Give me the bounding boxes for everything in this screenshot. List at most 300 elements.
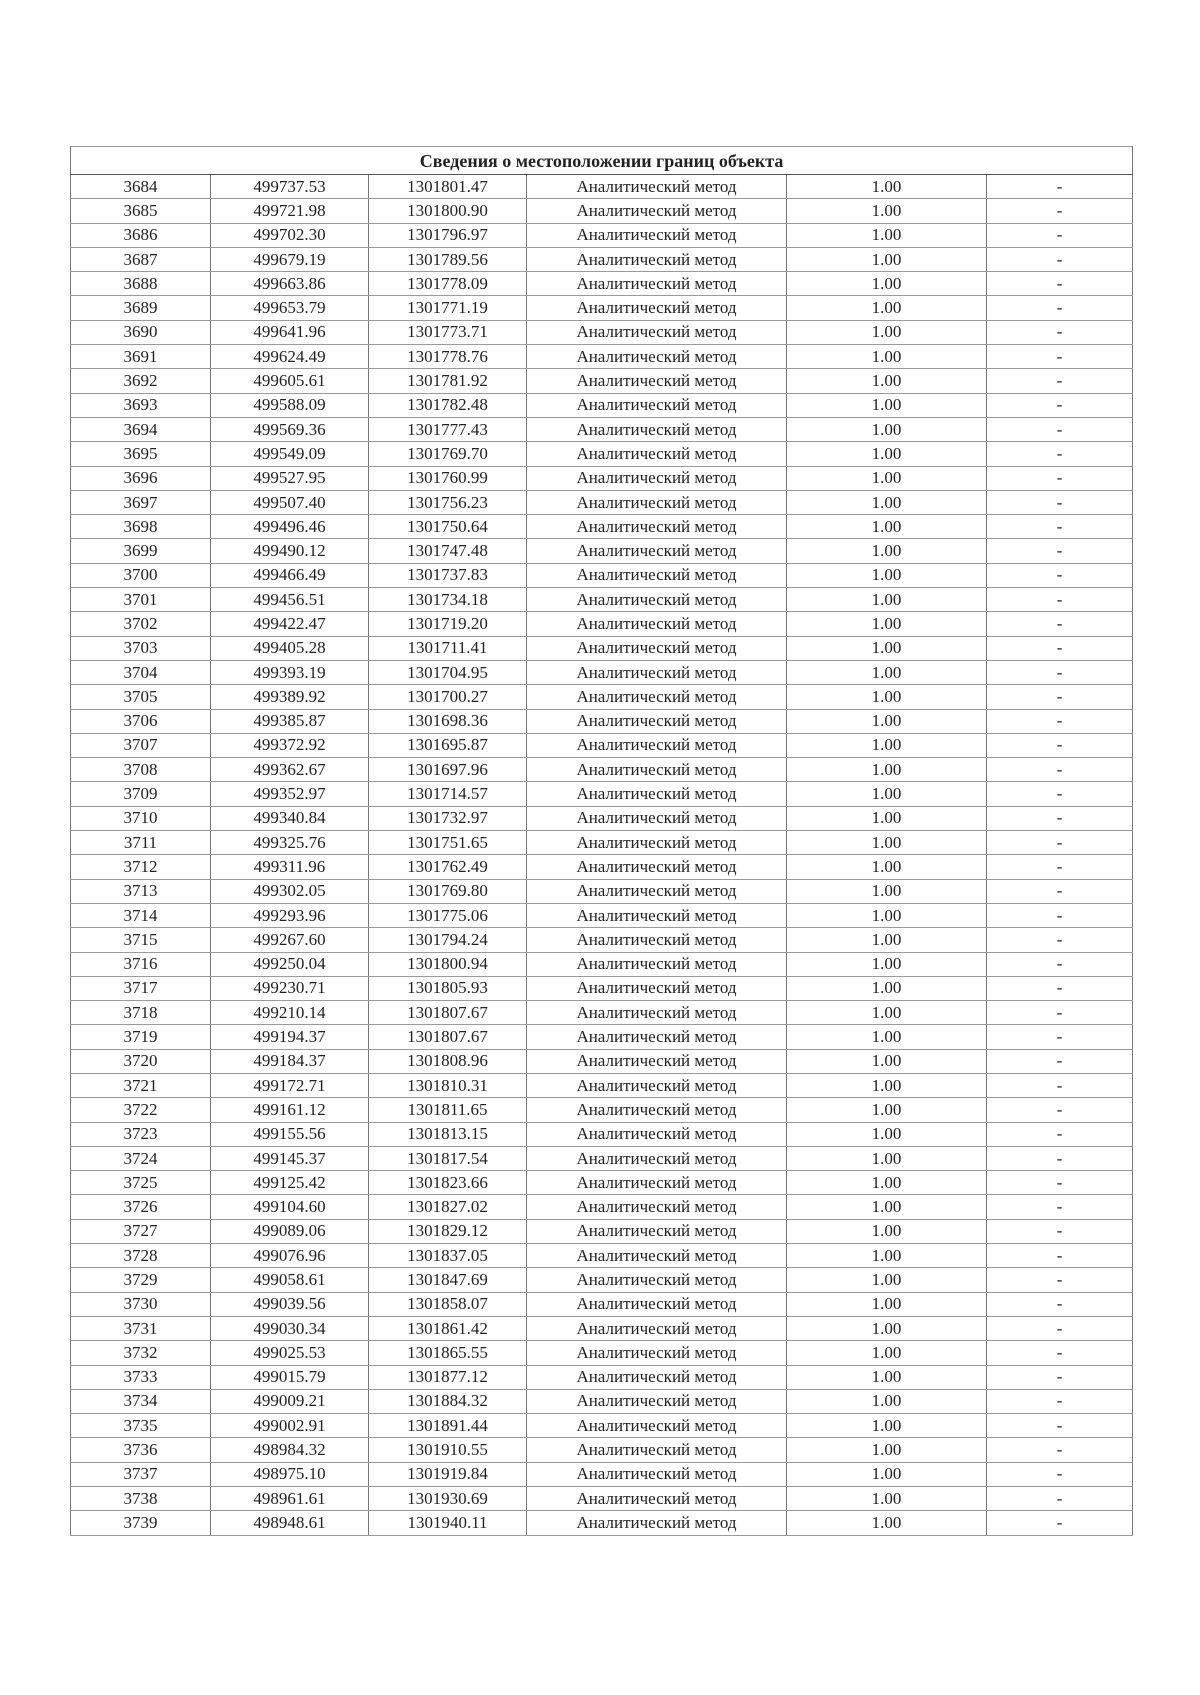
accuracy-cell: 1.00: [787, 1365, 987, 1389]
description-cell: -: [987, 1511, 1133, 1535]
x-coordinate-cell: 499145.37: [211, 1146, 369, 1170]
description-cell: -: [987, 733, 1133, 757]
y-coordinate-cell: 1301837.05: [369, 1244, 527, 1268]
y-coordinate-cell: 1301789.56: [369, 247, 527, 271]
description-cell: -: [987, 466, 1133, 490]
x-coordinate-cell: 499104.60: [211, 1195, 369, 1219]
accuracy-cell: 1.00: [787, 976, 987, 1000]
description-cell: -: [987, 660, 1133, 684]
point-number-cell: 3708: [71, 758, 211, 782]
point-number-cell: 3699: [71, 539, 211, 563]
method-cell: Аналитический метод: [527, 1001, 787, 1025]
accuracy-cell: 1.00: [787, 320, 987, 344]
y-coordinate-cell: 1301756.23: [369, 490, 527, 514]
accuracy-cell: 1.00: [787, 879, 987, 903]
description-cell: -: [987, 709, 1133, 733]
description-cell: -: [987, 1268, 1133, 1292]
accuracy-cell: 1.00: [787, 806, 987, 830]
accuracy-cell: 1.00: [787, 588, 987, 612]
accuracy-cell: 1.00: [787, 782, 987, 806]
x-coordinate-cell: 499210.14: [211, 1001, 369, 1025]
method-cell: Аналитический метод: [527, 928, 787, 952]
x-coordinate-cell: 499089.06: [211, 1219, 369, 1243]
method-cell: Аналитический метод: [527, 393, 787, 417]
description-cell: -: [987, 393, 1133, 417]
description-cell: -: [987, 1341, 1133, 1365]
method-cell: Аналитический метод: [527, 1146, 787, 1170]
y-coordinate-cell: 1301760.99: [369, 466, 527, 490]
y-coordinate-cell: 1301782.48: [369, 393, 527, 417]
description-cell: -: [987, 442, 1133, 466]
table-row: [71, 369, 1133, 393]
table-row: [71, 782, 1133, 806]
accuracy-cell: 1.00: [787, 709, 987, 733]
y-coordinate-cell: 1301800.94: [369, 952, 527, 976]
accuracy-cell: 1.00: [787, 1487, 987, 1511]
x-coordinate-cell: 499025.53: [211, 1341, 369, 1365]
table-row: [71, 855, 1133, 879]
table-row: [71, 758, 1133, 782]
method-cell: Аналитический метод: [527, 515, 787, 539]
x-coordinate-cell: 499076.96: [211, 1244, 369, 1268]
description-cell: -: [987, 1073, 1133, 1097]
x-coordinate-cell: 499456.51: [211, 588, 369, 612]
point-number-cell: 3702: [71, 612, 211, 636]
description-cell: -: [987, 928, 1133, 952]
y-coordinate-cell: 1301737.83: [369, 563, 527, 587]
table-row: [71, 733, 1133, 757]
accuracy-cell: 1.00: [787, 1316, 987, 1340]
y-coordinate-cell: 1301704.95: [369, 660, 527, 684]
description-cell: -: [987, 1195, 1133, 1219]
method-cell: Аналитический метод: [527, 733, 787, 757]
x-coordinate-cell: 498984.32: [211, 1438, 369, 1462]
accuracy-cell: 1.00: [787, 1001, 987, 1025]
x-coordinate-cell: 499372.92: [211, 733, 369, 757]
method-cell: Аналитический метод: [527, 417, 787, 441]
y-coordinate-cell: 1301769.70: [369, 442, 527, 466]
accuracy-cell: 1.00: [787, 1171, 987, 1195]
accuracy-cell: 1.00: [787, 1122, 987, 1146]
table-row: [71, 1487, 1133, 1511]
point-number-cell: 3710: [71, 806, 211, 830]
accuracy-cell: 1.00: [787, 199, 987, 223]
description-cell: -: [987, 1122, 1133, 1146]
table-row: [71, 442, 1133, 466]
accuracy-cell: 1.00: [787, 1025, 987, 1049]
x-coordinate-cell: 499385.87: [211, 709, 369, 733]
method-cell: Аналитический метод: [527, 369, 787, 393]
table-row: [71, 563, 1133, 587]
y-coordinate-cell: 1301847.69: [369, 1268, 527, 1292]
method-cell: Аналитический метод: [527, 247, 787, 271]
accuracy-cell: 1.00: [787, 1244, 987, 1268]
point-number-cell: 3736: [71, 1438, 211, 1462]
accuracy-cell: 1.00: [787, 1292, 987, 1316]
x-coordinate-cell: 499422.47: [211, 612, 369, 636]
method-cell: Аналитический метод: [527, 1219, 787, 1243]
description-cell: -: [987, 636, 1133, 660]
description-cell: -: [987, 490, 1133, 514]
x-coordinate-cell: 499496.46: [211, 515, 369, 539]
table-row: [71, 393, 1133, 417]
point-number-cell: 3727: [71, 1219, 211, 1243]
method-cell: Аналитический метод: [527, 199, 787, 223]
description-cell: -: [987, 563, 1133, 587]
method-cell: Аналитический метод: [527, 1098, 787, 1122]
table-row: [71, 612, 1133, 636]
accuracy-cell: 1.00: [787, 1195, 987, 1219]
accuracy-cell: 1.00: [787, 685, 987, 709]
y-coordinate-cell: 1301751.65: [369, 831, 527, 855]
accuracy-cell: 1.00: [787, 1389, 987, 1413]
x-coordinate-cell: 499549.09: [211, 442, 369, 466]
x-coordinate-cell: 499184.37: [211, 1049, 369, 1073]
y-coordinate-cell: 1301891.44: [369, 1414, 527, 1438]
y-coordinate-cell: 1301877.12: [369, 1365, 527, 1389]
method-cell: Аналитический метод: [527, 1316, 787, 1340]
point-number-cell: 3728: [71, 1244, 211, 1268]
x-coordinate-cell: 498961.61: [211, 1487, 369, 1511]
point-number-cell: 3730: [71, 1292, 211, 1316]
method-cell: Аналитический метод: [527, 636, 787, 660]
point-number-cell: 3739: [71, 1511, 211, 1535]
method-cell: Аналитический метод: [527, 831, 787, 855]
method-cell: Аналитический метод: [527, 952, 787, 976]
x-coordinate-cell: 499172.71: [211, 1073, 369, 1097]
x-coordinate-cell: 499393.19: [211, 660, 369, 684]
y-coordinate-cell: 1301884.32: [369, 1389, 527, 1413]
y-coordinate-cell: 1301805.93: [369, 976, 527, 1000]
accuracy-cell: 1.00: [787, 345, 987, 369]
point-number-cell: 3715: [71, 928, 211, 952]
method-cell: Аналитический метод: [527, 1292, 787, 1316]
accuracy-cell: 1.00: [787, 1414, 987, 1438]
description-cell: -: [987, 1414, 1133, 1438]
description-cell: -: [987, 903, 1133, 927]
table-row: [71, 1365, 1133, 1389]
method-cell: Аналитический метод: [527, 563, 787, 587]
point-number-cell: 3705: [71, 685, 211, 709]
table-row: [71, 1098, 1133, 1122]
method-cell: Аналитический метод: [527, 1049, 787, 1073]
table-row: [71, 1122, 1133, 1146]
boundary-coordinates-table: [70, 146, 1133, 1536]
accuracy-cell: 1.00: [787, 272, 987, 296]
description-cell: -: [987, 296, 1133, 320]
y-coordinate-cell: 1301810.31: [369, 1073, 527, 1097]
x-coordinate-cell: 499155.56: [211, 1122, 369, 1146]
table-row: [71, 272, 1133, 296]
point-number-cell: 3709: [71, 782, 211, 806]
y-coordinate-cell: 1301778.76: [369, 345, 527, 369]
description-cell: -: [987, 539, 1133, 563]
description-cell: -: [987, 223, 1133, 247]
y-coordinate-cell: 1301930.69: [369, 1487, 527, 1511]
y-coordinate-cell: 1301823.66: [369, 1171, 527, 1195]
method-cell: Аналитический метод: [527, 1341, 787, 1365]
x-coordinate-cell: 499002.91: [211, 1414, 369, 1438]
description-cell: -: [987, 1049, 1133, 1073]
description-cell: -: [987, 345, 1133, 369]
point-number-cell: 3697: [71, 490, 211, 514]
method-cell: Аналитический метод: [527, 782, 787, 806]
y-coordinate-cell: 1301769.80: [369, 879, 527, 903]
table-row: [71, 490, 1133, 514]
table-row: [71, 1341, 1133, 1365]
table-row: [71, 588, 1133, 612]
table-row: [71, 1146, 1133, 1170]
y-coordinate-cell: 1301858.07: [369, 1292, 527, 1316]
accuracy-cell: 1.00: [787, 612, 987, 636]
table-row: [71, 1414, 1133, 1438]
method-cell: Аналитический метод: [527, 1268, 787, 1292]
accuracy-cell: 1.00: [787, 466, 987, 490]
x-coordinate-cell: 499737.53: [211, 175, 369, 199]
description-cell: -: [987, 199, 1133, 223]
description-cell: -: [987, 1171, 1133, 1195]
point-number-cell: 3698: [71, 515, 211, 539]
description-cell: -: [987, 1146, 1133, 1170]
x-coordinate-cell: 499624.49: [211, 345, 369, 369]
point-number-cell: 3733: [71, 1365, 211, 1389]
y-coordinate-cell: 1301801.47: [369, 175, 527, 199]
method-cell: Аналитический метод: [527, 466, 787, 490]
accuracy-cell: 1.00: [787, 1511, 987, 1535]
x-coordinate-cell: 499569.36: [211, 417, 369, 441]
y-coordinate-cell: 1301698.36: [369, 709, 527, 733]
method-cell: Аналитический метод: [527, 709, 787, 733]
description-cell: -: [987, 831, 1133, 855]
accuracy-cell: 1.00: [787, 733, 987, 757]
x-coordinate-cell: 499641.96: [211, 320, 369, 344]
method-cell: Аналитический метод: [527, 879, 787, 903]
x-coordinate-cell: 499653.79: [211, 296, 369, 320]
table-row: [71, 952, 1133, 976]
description-cell: -: [987, 272, 1133, 296]
y-coordinate-cell: 1301773.71: [369, 320, 527, 344]
x-coordinate-cell: 499702.30: [211, 223, 369, 247]
y-coordinate-cell: 1301919.84: [369, 1462, 527, 1486]
x-coordinate-cell: 499605.61: [211, 369, 369, 393]
table-row: [71, 806, 1133, 830]
accuracy-cell: 1.00: [787, 563, 987, 587]
table-row: [71, 636, 1133, 660]
accuracy-cell: 1.00: [787, 903, 987, 927]
accuracy-cell: 1.00: [787, 296, 987, 320]
accuracy-cell: 1.00: [787, 442, 987, 466]
method-cell: Аналитический метод: [527, 1511, 787, 1535]
method-cell: Аналитический метод: [527, 539, 787, 563]
point-number-cell: 3719: [71, 1025, 211, 1049]
method-cell: Аналитический метод: [527, 1414, 787, 1438]
accuracy-cell: 1.00: [787, 1219, 987, 1243]
table-row: [71, 1316, 1133, 1340]
y-coordinate-cell: 1301813.15: [369, 1122, 527, 1146]
description-cell: -: [987, 758, 1133, 782]
accuracy-cell: 1.00: [787, 1146, 987, 1170]
table-row: [71, 1511, 1133, 1535]
point-number-cell: 3688: [71, 272, 211, 296]
y-coordinate-cell: 1301719.20: [369, 612, 527, 636]
y-coordinate-cell: 1301827.02: [369, 1195, 527, 1219]
table-row: [71, 1389, 1133, 1413]
accuracy-cell: 1.00: [787, 952, 987, 976]
accuracy-cell: 1.00: [787, 1098, 987, 1122]
description-cell: -: [987, 855, 1133, 879]
method-cell: Аналитический метод: [527, 588, 787, 612]
point-number-cell: 3687: [71, 247, 211, 271]
table-title: Сведения о местоположении границ объекта: [71, 147, 1133, 175]
table-row: [71, 175, 1133, 199]
point-number-cell: 3703: [71, 636, 211, 660]
method-cell: Аналитический метод: [527, 903, 787, 927]
x-coordinate-cell: 499507.40: [211, 490, 369, 514]
x-coordinate-cell: 499250.04: [211, 952, 369, 976]
x-coordinate-cell: 499311.96: [211, 855, 369, 879]
method-cell: Аналитический метод: [527, 296, 787, 320]
y-coordinate-cell: 1301777.43: [369, 417, 527, 441]
description-cell: -: [987, 1292, 1133, 1316]
method-cell: Аналитический метод: [527, 758, 787, 782]
table-row: [71, 1049, 1133, 1073]
method-cell: Аналитический метод: [527, 660, 787, 684]
method-cell: Аналитический метод: [527, 612, 787, 636]
table-row: [71, 1438, 1133, 1462]
method-cell: Аналитический метод: [527, 1195, 787, 1219]
table-row: [71, 199, 1133, 223]
table-row: [71, 247, 1133, 271]
point-number-cell: 3692: [71, 369, 211, 393]
point-number-cell: 3691: [71, 345, 211, 369]
description-cell: -: [987, 685, 1133, 709]
point-number-cell: 3722: [71, 1098, 211, 1122]
description-cell: -: [987, 1389, 1133, 1413]
point-number-cell: 3716: [71, 952, 211, 976]
method-cell: Аналитический метод: [527, 272, 787, 296]
accuracy-cell: 1.00: [787, 393, 987, 417]
accuracy-cell: 1.00: [787, 636, 987, 660]
table-row: [71, 515, 1133, 539]
table-row: [71, 1025, 1133, 1049]
point-number-cell: 3713: [71, 879, 211, 903]
x-coordinate-cell: 499194.37: [211, 1025, 369, 1049]
point-number-cell: 3707: [71, 733, 211, 757]
y-coordinate-cell: 1301714.57: [369, 782, 527, 806]
y-coordinate-cell: 1301829.12: [369, 1219, 527, 1243]
y-coordinate-cell: 1301697.96: [369, 758, 527, 782]
x-coordinate-cell: 499009.21: [211, 1389, 369, 1413]
accuracy-cell: 1.00: [787, 515, 987, 539]
accuracy-cell: 1.00: [787, 758, 987, 782]
table-row: [71, 320, 1133, 344]
point-number-cell: 3693: [71, 393, 211, 417]
table-row: [71, 685, 1133, 709]
method-cell: Аналитический метод: [527, 855, 787, 879]
description-cell: -: [987, 175, 1133, 199]
description-cell: -: [987, 612, 1133, 636]
x-coordinate-cell: 499325.76: [211, 831, 369, 855]
document-page: [70, 146, 1132, 1536]
table-row: [71, 1073, 1133, 1097]
accuracy-cell: 1.00: [787, 247, 987, 271]
accuracy-cell: 1.00: [787, 660, 987, 684]
x-coordinate-cell: 499362.67: [211, 758, 369, 782]
point-number-cell: 3701: [71, 588, 211, 612]
point-number-cell: 3720: [71, 1049, 211, 1073]
point-number-cell: 3723: [71, 1122, 211, 1146]
table-row: [71, 928, 1133, 952]
point-number-cell: 3726: [71, 1195, 211, 1219]
y-coordinate-cell: 1301910.55: [369, 1438, 527, 1462]
point-number-cell: 3735: [71, 1414, 211, 1438]
description-cell: -: [987, 976, 1133, 1000]
point-number-cell: 3731: [71, 1316, 211, 1340]
table-row: [71, 1195, 1133, 1219]
y-coordinate-cell: 1301695.87: [369, 733, 527, 757]
accuracy-cell: 1.00: [787, 831, 987, 855]
method-cell: Аналитический метод: [527, 1389, 787, 1413]
point-number-cell: 3690: [71, 320, 211, 344]
table-row: [71, 417, 1133, 441]
table-title-row: [71, 147, 1133, 175]
description-cell: -: [987, 1025, 1133, 1049]
description-cell: -: [987, 1487, 1133, 1511]
point-number-cell: 3718: [71, 1001, 211, 1025]
description-cell: -: [987, 320, 1133, 344]
description-cell: -: [987, 1219, 1133, 1243]
point-number-cell: 3729: [71, 1268, 211, 1292]
accuracy-cell: 1.00: [787, 1073, 987, 1097]
accuracy-cell: 1.00: [787, 539, 987, 563]
table-row: [71, 1292, 1133, 1316]
accuracy-cell: 1.00: [787, 928, 987, 952]
x-coordinate-cell: 499352.97: [211, 782, 369, 806]
y-coordinate-cell: 1301807.67: [369, 1025, 527, 1049]
x-coordinate-cell: 499302.05: [211, 879, 369, 903]
accuracy-cell: 1.00: [787, 1462, 987, 1486]
description-cell: -: [987, 588, 1133, 612]
y-coordinate-cell: 1301700.27: [369, 685, 527, 709]
method-cell: Аналитический метод: [527, 442, 787, 466]
y-coordinate-cell: 1301747.48: [369, 539, 527, 563]
y-coordinate-cell: 1301711.41: [369, 636, 527, 660]
table-row: [71, 1244, 1133, 1268]
point-number-cell: 3712: [71, 855, 211, 879]
method-cell: Аналитический метод: [527, 175, 787, 199]
y-coordinate-cell: 1301732.97: [369, 806, 527, 830]
point-number-cell: 3695: [71, 442, 211, 466]
y-coordinate-cell: 1301808.96: [369, 1049, 527, 1073]
x-coordinate-cell: 499340.84: [211, 806, 369, 830]
description-cell: -: [987, 1316, 1133, 1340]
description-cell: -: [987, 1244, 1133, 1268]
table-row: [71, 1001, 1133, 1025]
point-number-cell: 3711: [71, 831, 211, 855]
description-cell: -: [987, 369, 1133, 393]
method-cell: Аналитический метод: [527, 1438, 787, 1462]
x-coordinate-cell: 499161.12: [211, 1098, 369, 1122]
point-number-cell: 3734: [71, 1389, 211, 1413]
method-cell: Аналитический метод: [527, 976, 787, 1000]
x-coordinate-cell: 498975.10: [211, 1462, 369, 1486]
description-cell: -: [987, 782, 1133, 806]
method-cell: Аналитический метод: [527, 806, 787, 830]
table-row: [71, 466, 1133, 490]
accuracy-cell: 1.00: [787, 1438, 987, 1462]
table-row: [71, 709, 1133, 733]
y-coordinate-cell: 1301796.97: [369, 223, 527, 247]
